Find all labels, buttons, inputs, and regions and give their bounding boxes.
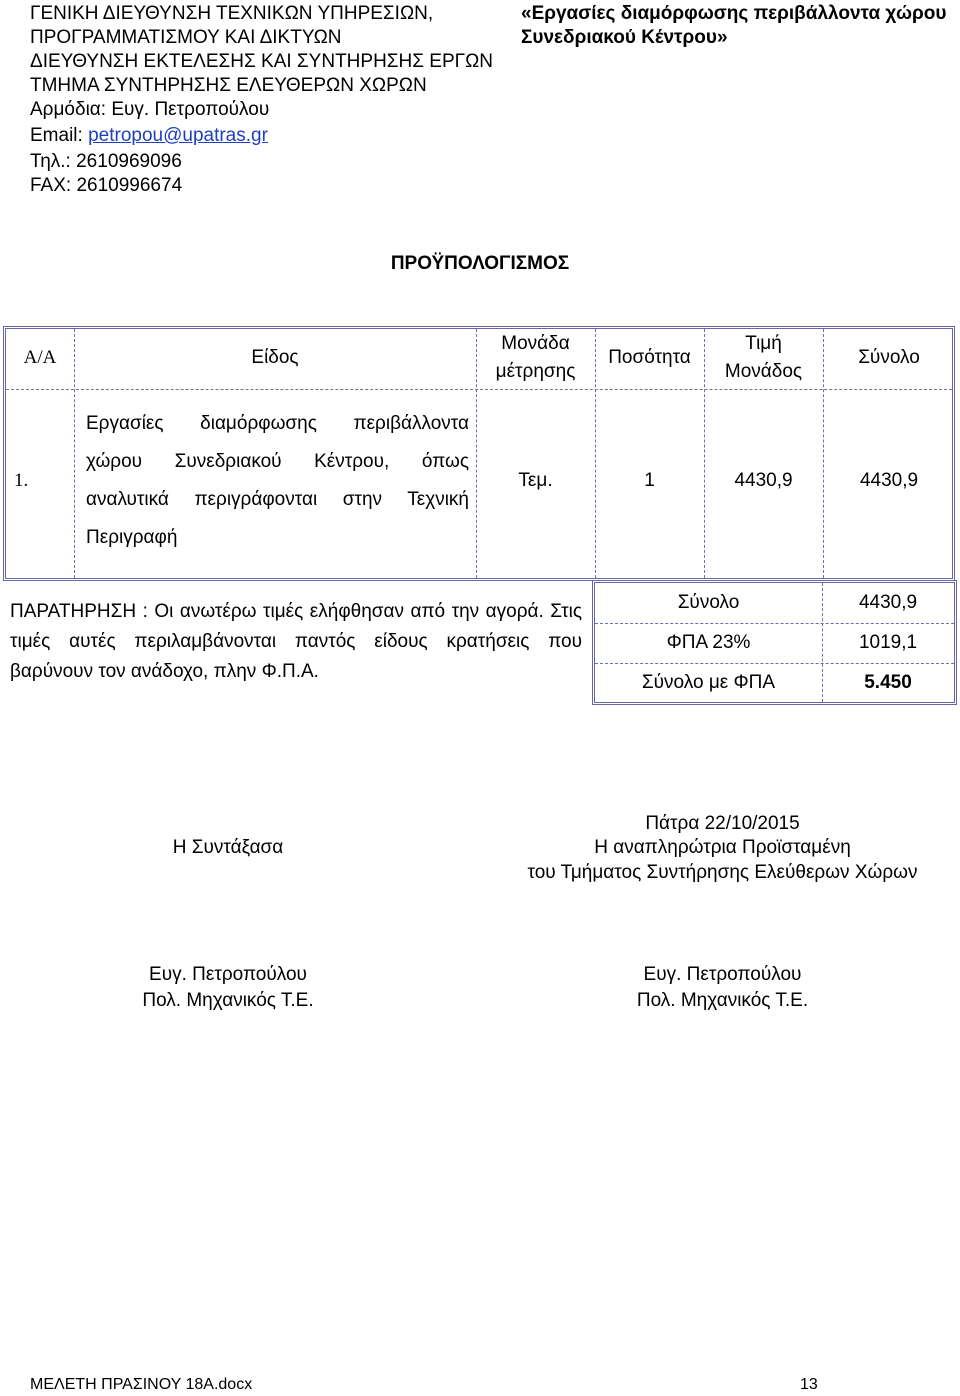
footer-page-number: 13 — [800, 1376, 818, 1393]
table-divider — [6, 389, 952, 390]
row-aa: 1. — [14, 470, 29, 491]
vat-label: ΦΠΑ 23% — [666, 632, 751, 653]
header-line-2: ΠΡΟΓΡΑΜΜΑΤΙΣΜΟΥ ΚΑΙ ΔΙΚΤΥΩΝ — [30, 27, 342, 48]
header-eidos: Είδος — [251, 347, 299, 368]
budget-table — [3, 326, 955, 581]
subtotal-label: Σύνολο — [677, 592, 740, 613]
left-signatory-title: Η Συντάξασα — [172, 837, 284, 858]
header-price-line-2: Μονάδος — [724, 361, 803, 382]
header-price-line-1: Τιμή — [745, 333, 782, 354]
right-signatory-title-2: του Τμήματος Συντήρησης Ελεύθερων Χώρων — [527, 862, 918, 883]
fax-line: FAX: 2610996674 — [30, 175, 183, 196]
header-line-5: Αρμόδια: Ευγ. Πετροπούλου — [30, 99, 270, 120]
left-signatory-name: Ευγ. Πετροπούλου — [149, 964, 307, 985]
email-link[interactable]: petropou@upatras.gr — [88, 125, 268, 146]
row-desc-line-2: χώρου Συνεδριακού Κέντρου, όπως — [86, 451, 469, 472]
footer-filename: ΜΕΛΕΤΗ ΠΡΑΣΙΝΟΥ 18Α.docx — [30, 1376, 253, 1393]
header-total: Σύνολο — [858, 347, 920, 368]
header-line-1: ΓΕΝΙΚΗ ΔΙΕΥΘΥΝΣΗ ΤΕΧΝΙΚΩΝ ΥΠΗΡΕΣΙΩΝ, — [30, 3, 434, 24]
right-signatory-name: Ευγ. Πετροπούλου — [643, 964, 802, 985]
email-label: Email: — [30, 125, 89, 146]
note-line-3: βαρύνουν τον ανάδοχο, πλην Φ.Π.Α. — [10, 661, 319, 682]
row-qty: 1 — [644, 470, 655, 491]
totals-table — [592, 580, 957, 705]
right-signatory-date: Πάτρα 22/10/2015 — [645, 813, 800, 834]
subtotal-value: 4430,9 — [858, 592, 918, 613]
header-qty: Ποσότητα — [608, 347, 691, 368]
email-line — [30, 124, 268, 148]
vat-value: 1019,1 — [858, 632, 918, 653]
row-price: 4430,9 — [734, 470, 793, 491]
right-signatory-role: Πολ. Μηχανικός Τ.Ε. — [636, 990, 809, 1011]
grand-total-label: Σύνολο με ΦΠΑ — [641, 672, 776, 693]
grand-total-value: 5.450 — [864, 672, 912, 693]
header-line-3: ΔΙΕΥΘΥΝΣΗ ΕΚΤΕΛΕΣΗΣ ΚΑΙ ΣΥΝΤΗΡΗΣΗΣ ΕΡΓΩΝ — [30, 51, 494, 72]
header-aa: Α/Α — [23, 347, 57, 368]
project-title-line-2: Συνεδριακού Κέντρου» — [521, 27, 728, 48]
left-signatory-role: Πολ. Μηχανικός Τ.Ε. — [142, 990, 314, 1011]
budget-heading: ΠΡΟΫΠΟΛΟΓΙΣΜΟΣ — [390, 253, 570, 274]
row-desc-line-1: Εργασίες διαμόρφωσης περιβάλλοντα — [86, 413, 469, 434]
note-line-1: ΠΑΡΑΤΗΡΗΣΗ : Οι ανωτέρω τιμές ελήφθησαν από την αγορά. Στις — [10, 601, 582, 622]
row-total: 4430,9 — [859, 470, 919, 491]
header-unit-line-1: Μονάδα — [501, 333, 570, 354]
note-line-2: τιμές αυτές περιλαμβάνονται παντός είδους κρατήσεις που — [10, 631, 582, 652]
row-unit: Τεμ. — [518, 470, 553, 491]
row-desc-line-4: Περιγραφή — [86, 527, 178, 548]
header-unit-line-2: μέτρησης — [495, 361, 576, 382]
row-desc-line-3: αναλυτικά περιγράφονται στην Τεχνική — [86, 489, 469, 510]
header-line-4: ΤΜΗΜΑ ΣΥΝΤΗΡΗΣΗΣ ΕΛΕΥΘΕΡΩΝ ΧΩΡΩΝ — [30, 75, 427, 96]
phone-line: Τηλ.: 2610969096 — [30, 151, 182, 172]
right-signatory-title-1: Η αναπληρώτρια Προϊσταμένη — [594, 837, 851, 858]
project-title-line-1: «Εργασίες διαμόρφωσης περιβάλλοντα χώρου — [521, 3, 947, 24]
